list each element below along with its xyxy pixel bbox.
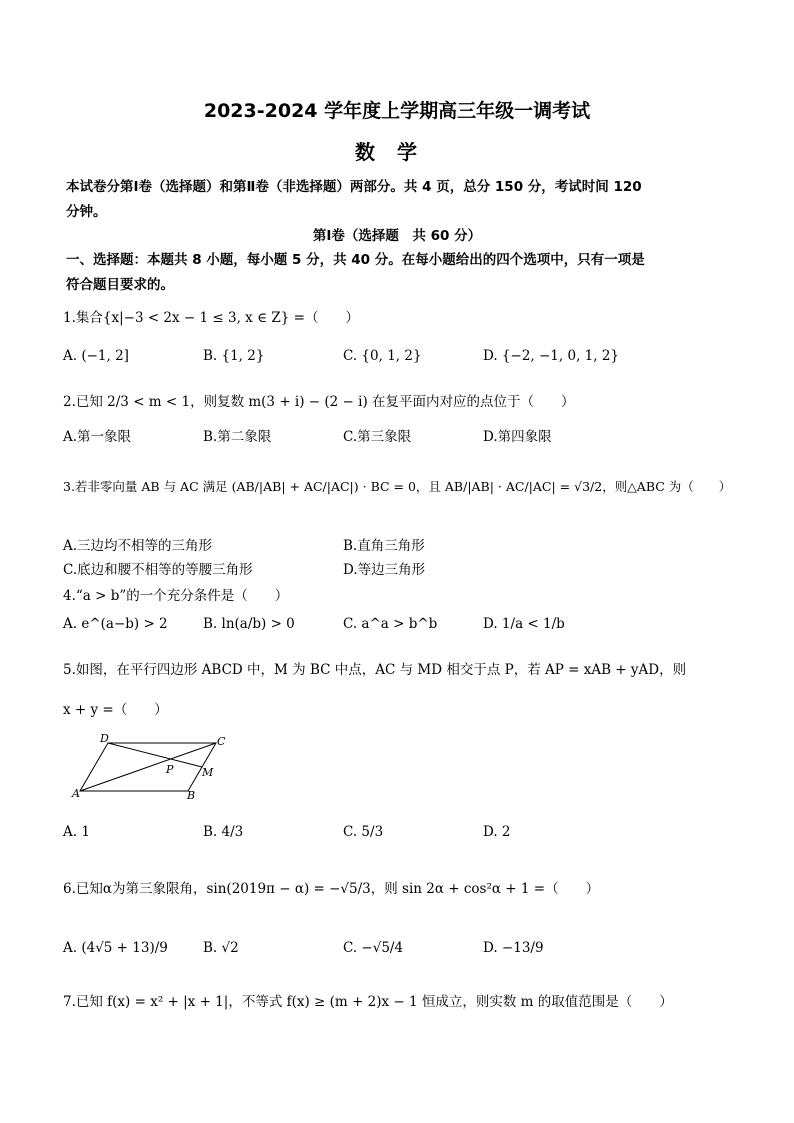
segment-md (108, 743, 202, 767)
label-p: P (166, 763, 174, 776)
q3-option-c: C.底边和腰不相等的等腰三角形 (63, 562, 253, 578)
q4-option-d: D. 1/a < 1/b (483, 616, 565, 632)
q3-option-a: A.三边均不相等的三角形 (63, 538, 213, 554)
intro-line-1: 本试卷分第Ⅰ卷（选择题）和第Ⅱ卷（非选择题）两部分。共 4 页，总分 150 分，考试时间 120 (66, 179, 642, 195)
q5-option-b: B. 4/3 (203, 824, 244, 840)
q2-option-b: B.第二象限 (203, 429, 272, 445)
q2-option-a: A.第一象限 (63, 429, 132, 445)
question-2: 2.已知 2/3 < m < 1，则复数 m(3 + i) − (2 − i) 在复平面内对应的点位于（ ） (63, 394, 575, 410)
diagonal-ac (80, 743, 216, 791)
q2-option-c: C.第三象限 (343, 429, 412, 445)
section1-line-1: 一、选择题：本题共 8 小题，每小题 5 分，共 40 分。在每小题给出的四个选项中，只有一项是 (66, 252, 645, 268)
q2-option-d: D.第四象限 (483, 429, 552, 445)
question-1: 1.集合{x|−3 < 2x − 1 ≤ 3, x ∈ Z} =（ ） (63, 310, 359, 326)
q1-option-a: A. (−1, 2] (63, 348, 129, 364)
parallelogram-figure (70, 733, 230, 801)
label-a: A (72, 787, 80, 800)
question-5: 5.如图，在平行四边形 ABCD 中，M 为 BC 中点，AC 与 MD 相交于点 P，若 AP = xAB + yAD，则 (63, 662, 687, 678)
subject-title: 数学 (355, 140, 439, 164)
intro-line-2: 分钟。 (66, 204, 107, 220)
label-c: C (217, 735, 226, 748)
q4-option-a: A. e^(a−b) > 2 (63, 616, 168, 632)
q1-option-d: D. {−2, −1, 0, 1, 2} (483, 348, 620, 364)
q6-option-a: A. (4√5 + 13)/9 (63, 940, 168, 956)
q5-option-d: D. 2 (483, 824, 511, 840)
q6-option-c: C. −√5/4 (343, 940, 404, 956)
q4-option-b: B. ln(a/b) > 0 (203, 616, 295, 632)
q1-option-c: C. {0, 1, 2} (343, 348, 422, 364)
label-d: D (100, 733, 109, 745)
section1-line-2: 符合题目要求的。 (66, 277, 174, 293)
q5-option-c: C. 5/3 (343, 824, 384, 840)
question-4: 4.“a > b”的一个充分条件是（ ） (63, 588, 289, 604)
question-3: 3.若非零向量 AB 与 AC 满足 (AB/|AB| + AC/|AC|) · BC = 0，且 AB/|AB| · AC/|AC| = √3/2，则△ABC 为（ ） (63, 479, 732, 494)
label-b: B (187, 789, 196, 801)
q4-option-c: C. a^a > b^b (343, 616, 438, 632)
q3-option-b: B.直角三角形 (343, 538, 425, 554)
part1-heading: 第Ⅰ卷（选择题 共 60 分） (312, 228, 482, 244)
question-5-cont: x + y =（ ） (63, 702, 168, 718)
q6-option-b: B. √2 (203, 940, 239, 956)
label-m: M (202, 766, 214, 779)
q3-option-d: D.等边三角形 (343, 562, 426, 578)
question-7: 7.已知 f(x) = x² + |x + 1|，不等式 f(x) ≥ (m + 2)x − 1 恒成立，则实数 m 的取值范围是（ ） (63, 994, 673, 1010)
q6-option-d: D. −13/9 (483, 940, 544, 956)
exam-title: 2023-2024 学年度上学期高三年级一调考试 (203, 100, 591, 122)
q1-option-b: B. {1, 2} (203, 348, 265, 364)
question-6: 6.已知α为第三象限角，sin(2019π − α) = −√5/3，则 sin 2α + cos²α + 1 =（ ） (63, 881, 600, 897)
q5-option-a: A. 1 (63, 824, 90, 840)
